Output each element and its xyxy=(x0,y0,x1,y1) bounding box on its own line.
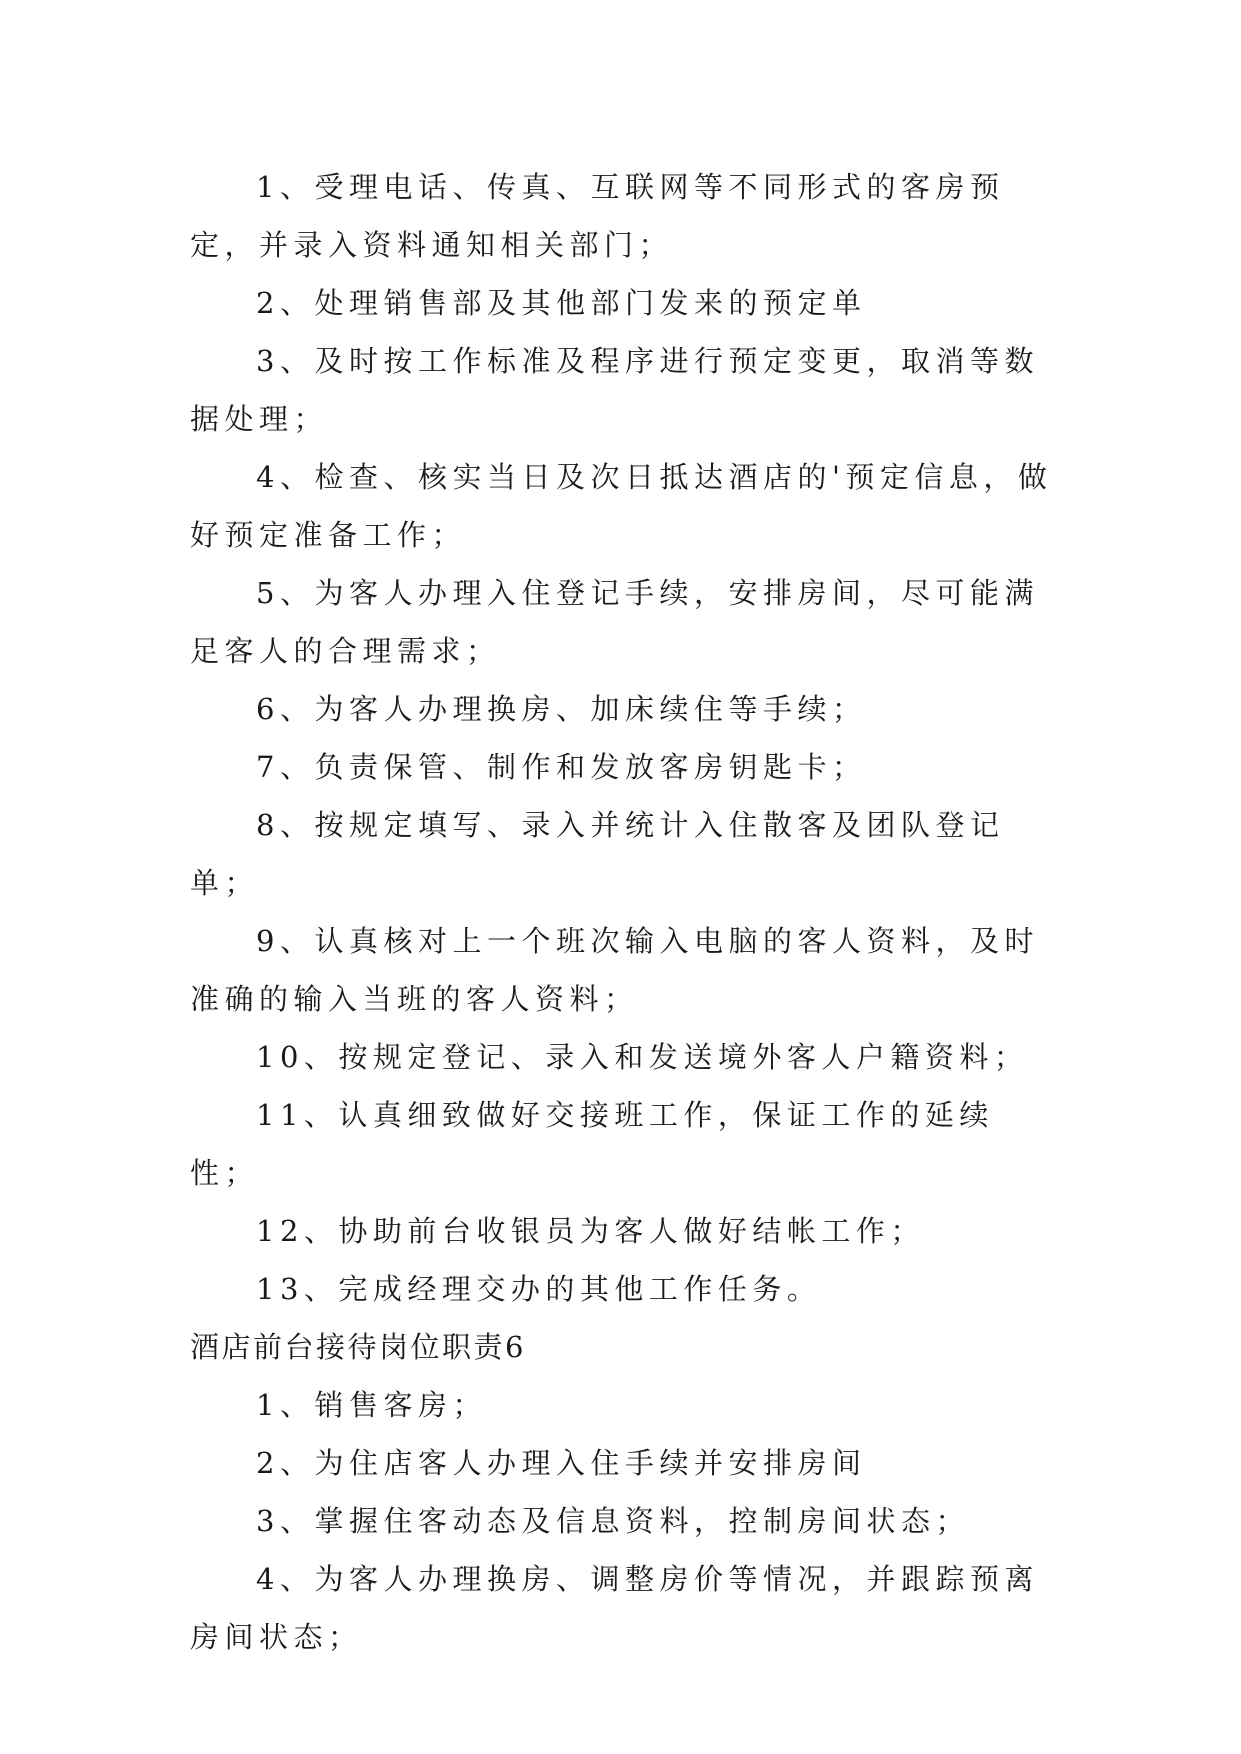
list-item: 6、为客人办理换房、加床续住等手续； xyxy=(256,692,867,726)
list-item: 8、按规定填写、录入并统计入住散客及团队登记单； xyxy=(190,808,1005,900)
list-item: 3、及时按工作标准及程序进行预定变更，取消等数据处理； xyxy=(190,344,1039,436)
list-item: 4、为客人办理换房、调整房价等情况，并跟踪预离房间状态； xyxy=(190,1562,1039,1654)
list-item: 7、负责保管、制作和发放客房钥匙卡； xyxy=(256,750,867,784)
list-item: 11、认真细致做好交接班工作，保证工作的延续性； xyxy=(190,1098,994,1190)
list-item: 1、销售客房； xyxy=(256,1388,487,1422)
section-heading: 酒店前台接待岗位职责6 xyxy=(190,1330,526,1364)
list-item: 2、处理销售部及其他部门发来的预定单 xyxy=(256,286,867,320)
document-body xyxy=(190,158,1062,1666)
list-item: 4、检查、核实当日及次日抵达酒店的'预定信息，做好预定准备工作； xyxy=(190,460,1053,552)
list-item: 1、受理电话、传真、互联网等不同形式的客房预定，并录入资料通知相关部门； xyxy=(190,170,1005,262)
list-item: 10、按规定登记、录入和发送境外客人户籍资料； xyxy=(256,1040,1029,1074)
list-item: 13、完成经理交办的其他工作任务。 xyxy=(256,1272,822,1306)
list-item: 5、为客人办理入住登记手续，安排房间，尽可能满足客人的合理需求； xyxy=(190,576,1039,668)
list-item: 12、协助前台收银员为客人做好结帐工作； xyxy=(256,1214,925,1248)
list-item: 3、掌握住客动态及信息资料，控制房间状态； xyxy=(256,1504,970,1538)
list-item: 2、为住店客人办理入住手续并安排房间 xyxy=(256,1446,867,1480)
list-item: 9、认真核对上一个班次输入电脑的客人资料，及时准确的输入当班的客人资料； xyxy=(190,924,1039,1016)
